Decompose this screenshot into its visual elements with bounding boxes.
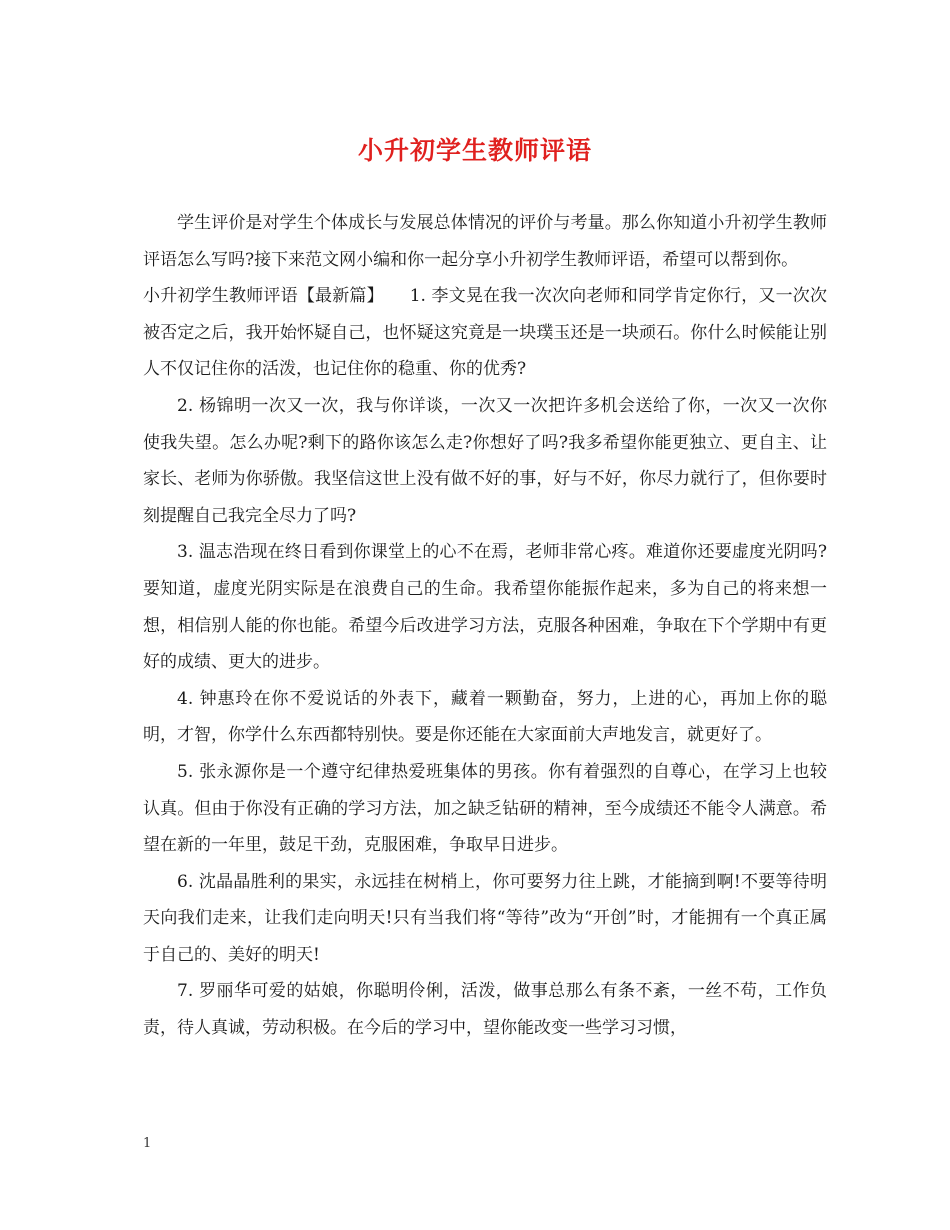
paragraph-comment-1: 小升初学生教师评语【最新篇】 1. 李文晃在我一次次向老师和同学肯定你行，又一次次被否定之后，我开始怀疑自己，也怀疑这究竟是一块璞玉还是一块顽石。你什么时候能让别人不仅记住你的活泼，也记住你的稳重、你的优秀? <box>143 286 827 380</box>
paragraph-intro: 学生评价是对学生个体成长与发展总体情况的评价与考量。那么你知道小升初学生教师评语怎么写吗?接下来范文网小编和你一起分享小升初学生教师评语，希望可以帮到你。 <box>143 213 827 270</box>
paragraph-comment-2: 2. 杨锦明一次又一次，我与你详谈，一次又一次把许多机会送给了你，一次又一次你使我失望。怎么办呢?剩下的路你该怎么走?你想好了吗?我多希望你能更独立、更自主、让家长、老师为你骄傲。我坚信这世上没有做不好的事，好与不好，你尽力就行了，但你要时刻提醒自己我完全尽力了吗? <box>143 395 827 526</box>
paragraph-comment-5: 5. 张永源你是一个遵守纪律热爱班集体的男孩。你有着强烈的自尊心，在学习上也较认真。但由于你没有正确的学习方法，加之缺乏钻研的精神，至今成绩还不能令人满意。希望在新的一年里，鼓足干劲，克服困难，争取早日进步。 <box>143 761 827 856</box>
page-number: 1 <box>143 1136 152 1151</box>
paragraph-comment-4: 4. 钟惠玲在你不爱说话的外表下，藏着一颗勤奋，努力，上进的心，再加上你的聪明，才智，你学什么东西都特别快。要是你还能在大家面前大声地发言，就更好了。 <box>143 688 827 746</box>
document-title: 小升初学生教师评语 <box>357 136 592 165</box>
paragraph-comment-6: 6. 沈晶晶胜利的果实，永远挂在树梢上，你可要努力往上跳，才能摘到啊!不要等待明天向我们走来，让我们走向明天!只有当我们将“等待”改为“开创”时，才能拥有一个真正属于自己的、美好的明天! <box>143 871 827 965</box>
paragraph-comment-3: 3. 温志浩现在终日看到你课堂上的心不在焉，老师非常心疼。难道你还要虚度光阴吗?要知道，虚度光阴实际是在浪费自己的生命。我希望你能振作起来，多为自己的将来想一想，相信别人能的你也能。希望今后改进学习方法，克服各种困难，争取在下个学期中有更好的成绩、更大的进步。 <box>143 542 827 673</box>
document-body <box>143 205 827 1047</box>
paragraph-comment-7: 7. 罗丽华可爱的姑娘，你聪明伶俐，活泼，做事总那么有条不紊，一丝不苟，工作负责，待人真诚，劳动积极。在今后的学习中，望你能改变一些学习习惯， <box>143 981 827 1039</box>
